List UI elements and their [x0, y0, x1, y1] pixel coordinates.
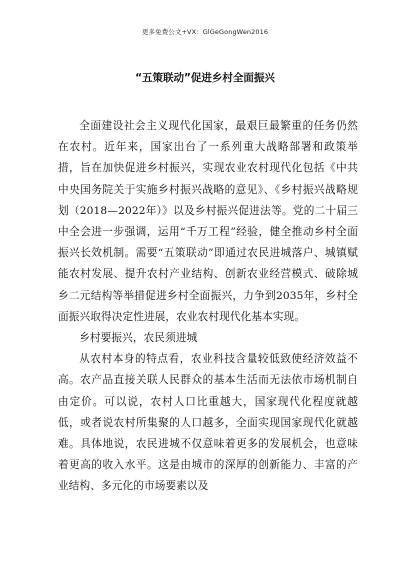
paragraph-1: 全面建设社会主义现代化国家，最艰巨最繁重的任务仍然在农村。近年来，国家出台了一系列重大战略部署和政策举措，旨在加快促进乡村振兴，实现农业农村现代化包括《中共中央国务院关于实施乡村振兴战略的意见》、《乡村振兴战略规划（2018—2022年）》以及乡村振兴促进法等。党的二十届三中全会进一步强调，运用“千万工程”经验，健全推动乡村全面振兴长效机制。需要“五策联动”即通过农民进城落户、城镇赋能农村发展、提升农村产业结构、创新农业经营模式、破除城乡二元结构等举措促进乡村全面振兴，力争到2035年，乡村全面振兴取得决定性进展，农业农村现代化基本实现。	[58, 120, 358, 323]
header-note: 更多免费公文+VX：GlGeGongWen2016	[141, 28, 269, 36]
article-title: “五策联动”促进乡村全面振兴	[135, 72, 275, 84]
article-body	[58, 116, 358, 498]
paragraph-2: 从农村本身的特点看，农业科技含量较低致使经济效益不高。农产品直接关联人民群众的基本生活而无法依市场机制自由定价。可以说，农村人口比重越大，国家现代化程度就越低，或者说农村所集聚的人口越多，全面实现国家现代化就越难。具体地说，农民进城不仅意味着更多的发展机会，也意味着更高的收入水平。这是由城市的深厚的创新能力、丰富的产业结构、多元化的市场要素以及	[58, 353, 358, 493]
section-subheading: 乡村要振兴，农民须进城	[79, 332, 198, 345]
